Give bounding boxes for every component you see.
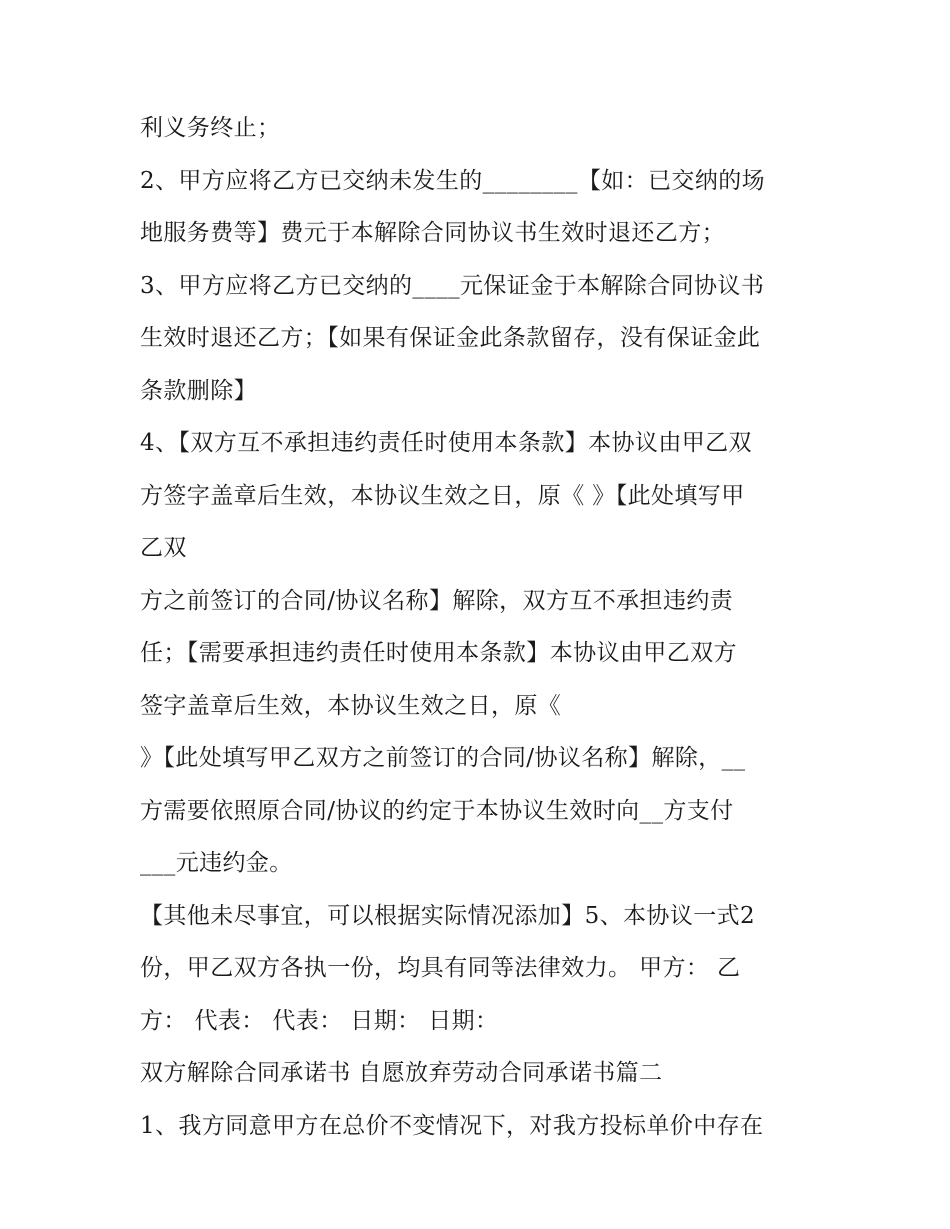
text-line: 2、甲方应将乙方已交纳未发生的________【如：已交纳的场 — [140, 167, 766, 194]
text-line: 方之前签订的合同/协议名称】解除，双方互不承担违约责 — [140, 587, 734, 614]
text-line: 1、我方同意甲方在总价不变情况下，对我方投标单价中存在 — [140, 1112, 764, 1139]
text-line: 4、【双方互不承担违约责任时使用本条款】本协议由甲乙双 — [140, 430, 752, 456]
section-heading: 双方解除合同承诺书 自愿放弃劳动合同承诺书篇二 — [140, 1060, 663, 1086]
text-line: ___元违约金。 — [140, 850, 293, 876]
text-line: 方： 代表： 代表： 日期： 日期： — [140, 1007, 499, 1034]
text-line: 签字盖章后生效，本协议生效之日，原《 — [140, 692, 562, 719]
text-line: 乙双 — [140, 535, 187, 561]
text-line: 条款删除】 — [140, 377, 257, 404]
text-line: 地服务费等】费元于本解除合同协议书生效时退还乙方； — [140, 220, 725, 246]
text-line: 方签字盖章后生效，本协议生效之日，原《 》【此处填写甲 — [140, 482, 745, 509]
text-line: 》【此处填写甲乙双方之前签订的合同/协议名称】解除，__ — [140, 745, 746, 771]
text-line: 利义务终止； — [140, 115, 281, 141]
text-line: 3、甲方应将乙方已交纳的____元保证金于本解除合同协议书 — [140, 272, 765, 299]
text-line: 份，甲乙双方各执一份，均具有同等法律效力。 甲方： 乙 — [140, 955, 741, 981]
text-line: 【其他未尽事宜，可以根据实际情况添加】5、本协议一式2 — [140, 902, 756, 929]
text-line: 生效时退还乙方；【如果有保证金此条款留存，没有保证金此 — [140, 325, 761, 351]
document-body — [140, 102, 820, 1152]
text-line: 任；【需要承担违约责任时使用本条款】本协议由甲乙双方 — [140, 640, 737, 666]
text-line: 方需要依照原合同/协议的约定于本协议生效时向__方支付 — [140, 797, 734, 824]
